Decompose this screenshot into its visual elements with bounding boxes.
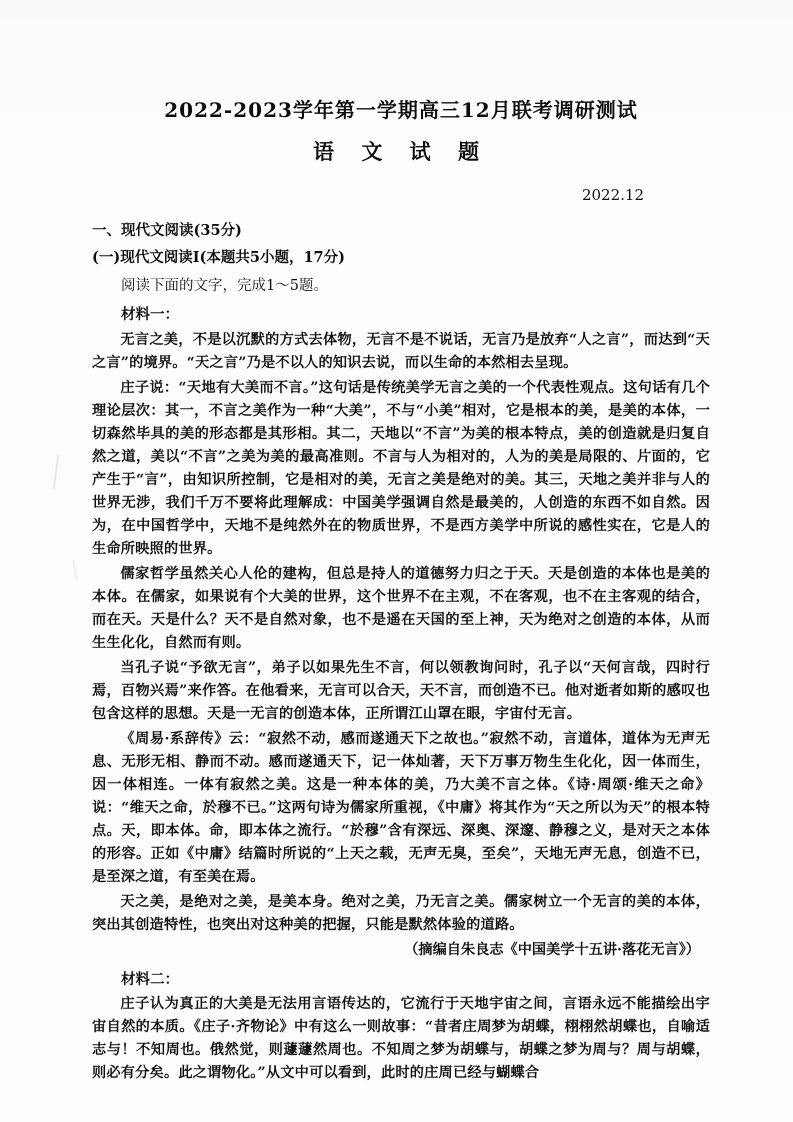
subsection-heading: (一)现代文阅读Ⅰ(本题共5小题，17分): [92, 249, 345, 267]
material-two-label: 材料二：: [121, 970, 179, 988]
reading-instruction: 阅读下面的文字，完成1～5题。: [121, 277, 328, 294]
paragraph: 当孔子说“予欲无言”，弟子以如果先生不言，何以领教询问时，孔子以“天何言哉，四时行焉，百物兴焉”来作答。在他看来，无言可以合天，天不言，而创造不已。他对逝者如斯的感叹也包含这样的思想。天是一无言的创造本体，正所谓江山罩在眼，宇宙付无言。: [92, 659, 710, 722]
paragraph: 儒家哲学虽然关心人伦的建构，但总是持人的道德努力归之于天。天是创造的本体也是美的本体。在儒家，如果说有个大美的世界，这个世界不在主观，不在客观，也不在主客观的结合，而在天。天是什么？天不是自然对象，也不是遥在天国的至上神，天为绝对之创造的本体，从而生生化化，自然而有则。: [92, 565, 710, 651]
document-date: 2022.12: [581, 186, 644, 204]
paragraph: 庄子说：“天地有大美而不言。”这句话是传统美学无言之美的一个代表性观点。这句话有几个理论层次：其一，不言之美作为一种“大美”，不与“小美”相对，它是根本的美，是美的本体，一切森然毕具的美的形态都是其形相。其二，天地以“不言”为美的根本特点，美的创造就是归复自然之道，美以“不言”之美为美的最高准则。不言与人为相对的，人为的美是局限的、片面的，它产生于“言”，由知识所控制，它是相对的美，无言之美是绝对的美。其三，天地之美并非与人的世界无涉，我们千万不要将此理解成：中国美学强调自然是最美的，人创造的东西不如自然。因为，在中国哲学中，天地不是纯然外在的物质世界，不是西方美学中所说的感性实在，它是人的生命所映照的世界。: [92, 379, 710, 557]
source-attribution: （摘编自朱良志《中国美学十五讲·落花无言》）: [404, 941, 700, 958]
paragraph: 《周易·系辞传》云：“寂然不动，感而遂通天下之故也。”寂然不动，言道体，道体为无声无息、无形无相、静而不动。感而遂通天下，记一体灿著，天下万事万物生生化化，因一体而生，因一体相连。一体有寂然之美。这是一种本体的美，乃大美不言之体。《诗·周颂·维天之命》说：“维天之命，於穆不已。”这两句诗为儒家所重视，《中庸》将其作为“天之所以为天”的根本特点。天，即本体。命，即本体之流行。“於穆”含有深远、深奥、深邃、静穆之义，是对天之本体的形容。正如《中庸》结篇时所说的“上天之载，无声无臭，至矣”，天地无声无息，创造不已，是至深之道，有至美在焉。: [92, 730, 710, 885]
scan-artifact: [53, 455, 60, 489]
paragraph: 庄子认为真正的大美是无法用言语传达的，它流行于天地宇宙之间，言语永远不能描绘出宇宙自然的本质。《庄子·齐物论》中有这么一则故事：“昔者庄周梦为胡蝶，栩栩然胡蝶也，自喻适志与！不知周也。俄然觉，则蘧蘧然周也。不知周之梦为胡蝶与，胡蝶之梦为周与？周与胡蝶，则必有分矣。此之谓物化。”从文中可以看到，此时的庄周已经与蝴蝶合: [92, 995, 710, 1081]
document-body: [92, 96, 710, 1085]
document-subtitle: 语 文 试 题: [313, 139, 489, 164]
scan-artifact: [72, 560, 77, 580]
page-title: 2022-2023学年第一学期高三12月联考调研测试: [164, 98, 638, 122]
section-heading: 一、现代文阅读(35分): [92, 222, 242, 239]
paragraph: 天之美，是绝对之美，是美本身。绝对之美，乃无言之美。儒家树立一个无言的美的本体，突出其创造特性，也突出对这种美的把握，只能是默然体验的道路。: [92, 893, 710, 933]
paragraph: 无言之美，不是以沉默的方式去体物，无言不是不说话，无言乃是放弃“人之言”，而达到“天之言”的境界。“天之言”乃是不以人的知识去说，而以生命的本然相去呈现。: [92, 331, 710, 371]
material-one-label: 材料一：: [121, 306, 179, 324]
